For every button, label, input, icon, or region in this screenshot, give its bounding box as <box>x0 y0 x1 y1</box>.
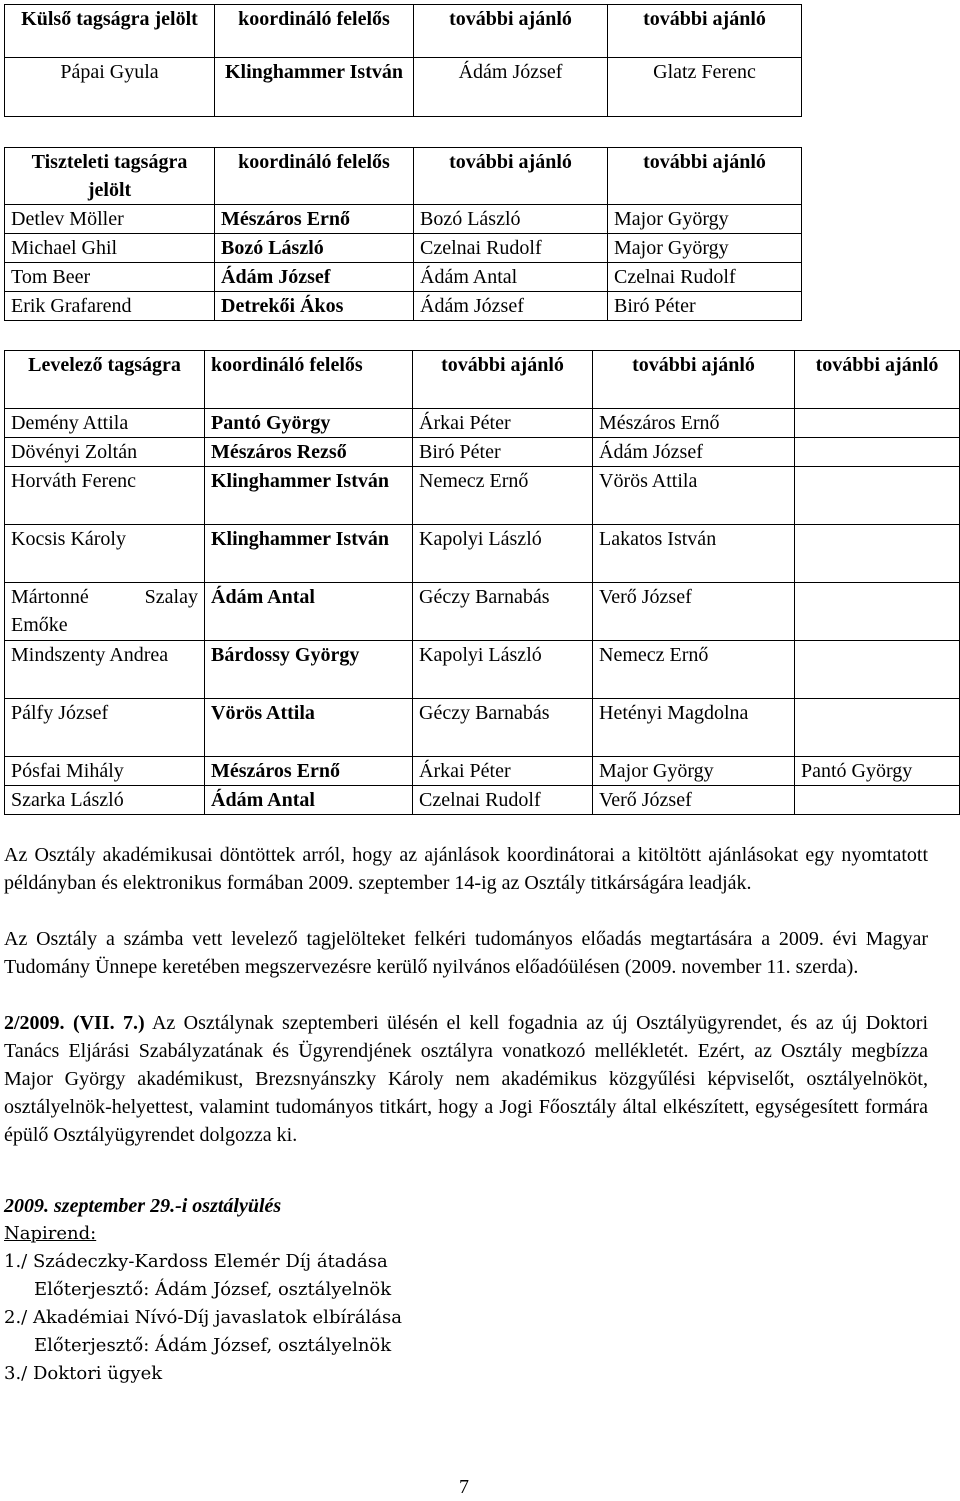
table-cell: Czelnai Rudolf <box>414 234 608 263</box>
table-cell: Major György <box>608 234 802 263</box>
table-cell: Árkai Péter <box>413 409 593 438</box>
table-cell: Hetényi Magdolna <box>593 699 795 757</box>
table-cell: Pápai Gyula <box>5 58 215 117</box>
table-cell: Ádám József <box>593 438 795 467</box>
table-row <box>5 757 960 786</box>
agenda-presenter: Előterjesztő: Ádám József, osztályelnök <box>34 1335 392 1356</box>
table-cell: Nemecz Ernő <box>413 467 593 525</box>
table-cell: Mészáros Rezső <box>205 438 413 467</box>
table-row <box>5 409 960 438</box>
table-row <box>5 263 802 292</box>
page-number: 7 <box>459 1476 469 1498</box>
table-cell: Ádám Antal <box>205 786 413 815</box>
table-cell: Pósfai Mihály <box>5 757 205 786</box>
table-row <box>5 525 960 583</box>
agenda-item: 1./ Szádeczky-Kardoss Elemér Díj átadása <box>4 1251 388 1272</box>
table-header-cell: Külső tagságra jelölt <box>5 5 215 58</box>
table-cell: Pantó György <box>205 409 413 438</box>
table-cell: Kocsis Károly <box>5 525 205 583</box>
table-row <box>5 467 960 525</box>
table-cell: Ádám Antal <box>205 583 413 641</box>
table-cell: Klinghammer István <box>205 467 413 525</box>
table-cell: Tom Beer <box>5 263 215 292</box>
table-cell: Bozó László <box>414 205 608 234</box>
table-header-cell: további ajánló <box>608 5 802 58</box>
table-header-cell: további ajánló <box>413 351 593 409</box>
table-cell: Verő József <box>593 786 795 815</box>
table-cell: Ádám József <box>414 292 608 321</box>
table-cell: Ádám József <box>414 58 608 117</box>
table-header-cell: további ajánló <box>414 148 608 205</box>
table-cell <box>795 641 960 699</box>
table-cell: Major György <box>608 205 802 234</box>
table-header-cell: további ajánló <box>593 351 795 409</box>
table-row <box>5 292 802 321</box>
table-row <box>5 234 802 263</box>
table-cell: Vörös Attila <box>593 467 795 525</box>
table-cell <box>795 786 960 815</box>
table-cell: Vörös Attila <box>205 699 413 757</box>
table-cell: Dövényi Zoltán <box>5 438 205 467</box>
table-cell: Biró Péter <box>413 438 593 467</box>
honorary-members-table <box>4 147 802 321</box>
paragraph-lectures: Az Osztály a számba vett levelező tagjelölteket felkéri tudományos előadás megtartására a 2009. évi Magyar Tudomány Ünnepe keretében megszervezésre kerülő nyilvános előadóülésen (2009. november 11. szerda). <box>4 928 928 978</box>
table-cell: Kapolyi László <box>413 525 593 583</box>
table-cell: Detrekői Ákos <box>215 292 414 321</box>
table-row <box>5 438 960 467</box>
table-cell: Lakatos István <box>593 525 795 583</box>
table-cell: Klinghammer István <box>215 58 414 117</box>
table-cell: Verő József <box>593 583 795 641</box>
table-cell: Glatz Ferenc <box>608 58 802 117</box>
table-cell: Szarka László <box>5 786 205 815</box>
table-cell: Horváth Ferenc <box>5 467 205 525</box>
table-cell: Géczy Barnabás <box>413 699 593 757</box>
external-members-table <box>4 4 802 117</box>
table-header-cell: koordináló felelős <box>215 148 414 205</box>
table-cell: Klinghammer István <box>205 525 413 583</box>
table-header-cell: további ajánló <box>795 351 960 409</box>
meeting-title: 2009. szeptember 29.-i osztályülés <box>4 1195 282 1217</box>
table-cell <box>795 699 960 757</box>
table-cell: Géczy Barnabás <box>413 583 593 641</box>
table-cell: Bozó László <box>215 234 414 263</box>
table-header-cell: további ajánló <box>608 148 802 205</box>
resolution-number: 2/2009. (VII. 7.) <box>4 1012 145 1034</box>
table-cell <box>795 409 960 438</box>
table-row <box>5 641 960 699</box>
table-cell: Mártonné Szalay Emőke <box>5 583 205 641</box>
table-cell: Mészáros Ernő <box>593 409 795 438</box>
table-row <box>5 699 960 757</box>
agenda-presenter: Előterjesztő: Ádám József, osztályelnök <box>34 1279 392 1300</box>
table-cell <box>795 583 960 641</box>
table-cell: Bárdossy György <box>205 641 413 699</box>
table-cell: Czelnai Rudolf <box>413 786 593 815</box>
table-cell: Mészáros Ernő <box>215 205 414 234</box>
table-cell: Czelnai Rudolf <box>608 263 802 292</box>
table-header-cell: koordináló felelős <box>215 5 414 58</box>
table-header-cell: Levelező tagságra <box>5 351 205 409</box>
table-cell <box>795 525 960 583</box>
table-header-cell: Tiszteleti tagságra jelölt <box>5 148 215 205</box>
table-cell: Erik Grafarend <box>5 292 215 321</box>
table-cell <box>795 438 960 467</box>
table-row <box>5 205 802 234</box>
corresponding-members-table <box>4 350 960 815</box>
agenda-item: 2./ Akadémiai Nívó-Díj javaslatok elbírálása <box>4 1307 403 1328</box>
table-header-cell: koordináló felelős <box>205 351 413 409</box>
agenda <box>4 1220 402 1388</box>
table-cell: Biró Péter <box>608 292 802 321</box>
table-cell: Nemecz Ernő <box>593 641 795 699</box>
table-cell <box>795 467 960 525</box>
table-cell: Árkai Péter <box>413 757 593 786</box>
table-cell: Mindszenty Andrea <box>5 641 205 699</box>
resolution-text: Az Osztálynak szeptemberi ülésén el kell fogadnia az új Osztályügyrendet, és az új Doktori Tanács Eljárási Szabályzatának és Ügyrendjének osztályra vonatkozó mellékletét. Ezért, az Osztály megbízza Major György akadémikust, Brezsnyánszky Károly nem akadémikus közgyűlési képviselőt, osztályelnököt, osztályelnök-helyettest, valamint tudományos titkárt, hogy a Jogi Főosztály által elkészített, egységesített formára épülő Osztályügyrendet dolgozza ki. <box>4 1012 928 1146</box>
table-row <box>5 583 960 641</box>
table-cell: Detlev Möller <box>5 205 215 234</box>
table-cell: Kapolyi László <box>413 641 593 699</box>
table-cell: Mészáros Ernő <box>205 757 413 786</box>
table-cell: Ádám József <box>215 263 414 292</box>
table-header-cell: további ajánló <box>414 5 608 58</box>
table-cell: Ádám Antal <box>414 263 608 292</box>
agenda-label: Napirend: <box>4 1223 97 1244</box>
table-cell: Michael Ghil <box>5 234 215 263</box>
table-cell: Pantó György <box>795 757 960 786</box>
paragraph-deadline: Az Osztály akadémikusai döntöttek arról, hogy az ajánlások koordinátorai a kitöltött ajánlásokat egy nyomtatott példányban és elektronikus formában 2009. szeptember 14-ig az Osztály titkárságára leadják. <box>4 844 928 894</box>
table-row <box>5 786 960 815</box>
paragraph-resolution <box>4 1009 928 1149</box>
table-cell: Major György <box>593 757 795 786</box>
table-cell: Demény Attila <box>5 409 205 438</box>
table-cell: Pálfy József <box>5 699 205 757</box>
agenda-item: 3./ Doktori ügyek <box>4 1363 163 1384</box>
